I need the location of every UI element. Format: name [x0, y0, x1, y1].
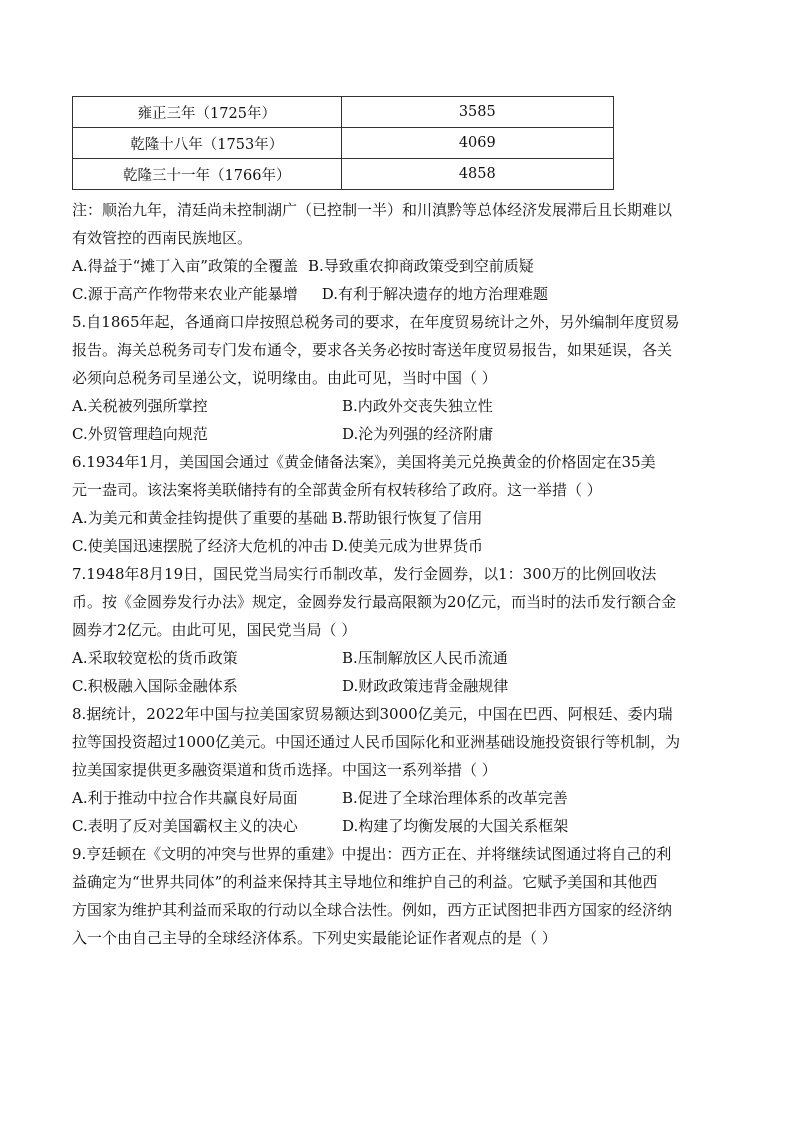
option-b[interactable]: B.内政外交丧失独立性 — [342, 397, 493, 415]
option-row — [72, 532, 722, 560]
option-b[interactable]: B.导致重农抑商政策受到空前质疑 — [307, 257, 534, 275]
stem-line: 8.据统计，2022年中国与拉美国家贸易额达到3000亿美元，中国在巴西、阿根廷、委内瑞 — [72, 705, 673, 723]
table-cell-value: 4858 — [341, 159, 613, 190]
option-a[interactable]: A.采取较宽松的货币政策 — [72, 649, 238, 667]
table-row — [73, 128, 614, 159]
table-cell-era: 乾隆三十一年（1766年） — [73, 159, 342, 190]
stem-line: 6.1934年1月，美国国会通过《黄金储备法案》，美国将美元兑换黄金的价格固定在35美 — [72, 453, 656, 471]
stem-line: 拉美国家提供更多融资渠道和货币选择。中国这一系列举措（ ） — [72, 761, 497, 779]
stem-line: 圆券才2亿元。由此可见，国民党当局（ ） — [72, 621, 357, 639]
stem-line: 元一盎司。该法案将美联储持有的全部黄金所有权转移给了政府。这一举措（ ） — [72, 481, 602, 499]
stem-line: 9.亨廷顿在《文明的冲突与世界的重建》中提出：西方正在、并将继续试图通过将自己的利 — [72, 845, 672, 863]
option-c[interactable]: C.积极融入国际金融体系 — [72, 677, 238, 695]
question-8 — [72, 700, 722, 840]
option-a[interactable]: A.为美元和黄金挂钩提供了重要的基础 — [72, 509, 328, 527]
option-d[interactable]: D.财政政策违背金融规律 — [342, 677, 509, 695]
option-row — [72, 252, 722, 280]
stem-line: 方国家为维护其利益而采取的行动以全球合法性。例如，西方正试图把非西方国家的经济纳 — [72, 901, 673, 919]
table-row — [73, 97, 614, 128]
table-cell-era: 乾隆十八年（1753年） — [73, 128, 342, 159]
stem-line: 7.1948年8月19日，国民党当局实行币制改革，发行金圆券，以1：300万的比例回收法 — [72, 565, 657, 583]
option-row — [72, 784, 722, 812]
option-row — [72, 280, 722, 308]
question-5 — [72, 308, 722, 448]
question-6 — [72, 448, 722, 560]
option-c[interactable]: C.表明了反对美国霸权主义的决心 — [72, 817, 298, 835]
option-row — [72, 672, 722, 700]
option-d[interactable]: D.使美元成为世界货币 — [331, 537, 483, 555]
option-b[interactable]: B.促进了全球治理体系的改革完善 — [342, 789, 568, 807]
question-stem — [72, 840, 722, 952]
stem-line: 币。按《金圆券发行办法》规定，金圆券发行最高限额为20亿元，而当时的法币发行额合金 — [72, 593, 677, 611]
population-table — [72, 96, 614, 190]
option-b[interactable]: B.压制解放区人民币流通 — [342, 649, 508, 667]
stem-line: 必须向总税务司呈递公文，说明缘由。由此可见，当时中国（ ） — [72, 369, 497, 387]
note-line: 注：顺治九年，清廷尚未控制湖广（已控制一半）和川滇黔等总体经济发展滞后且长期难以 — [72, 201, 673, 219]
option-b[interactable]: B.帮助银行恢复了信用 — [331, 509, 483, 527]
stem-line: 报告。海关总税务司专门发布通令，要求各关务必按时寄送年度贸易报告，如果延误，各关 — [72, 341, 673, 359]
stem-line: 益确定为“世界共同体”的利益来保持其主导地位和维护自己的利益。它赋予美国和其他西 — [72, 873, 658, 891]
table-cell-value: 3585 — [341, 97, 613, 128]
note-line: 有效管控的西南民族地区。 — [72, 229, 253, 247]
option-row — [72, 420, 722, 448]
option-a[interactable]: A.利于推动中拉合作共赢良好局面 — [72, 789, 298, 807]
option-c[interactable]: C.使美国迅速摆脱了经济大危机的冲击 — [72, 537, 328, 555]
option-d[interactable]: D.构建了均衡发展的大国关系框架 — [342, 817, 569, 835]
exam-page — [72, 96, 722, 952]
option-d[interactable]: D.有利于解决遗存的地方治理难题 — [321, 285, 548, 303]
stem-line: 5.自1865年起，各通商口岸按照总税务司的要求，在年度贸易统计之外，另外编制年度贸易 — [72, 313, 680, 331]
option-a[interactable]: A.关税被列强所掌控 — [72, 397, 208, 415]
question-stem — [72, 560, 722, 644]
option-a[interactable]: A.得益于“摊丁入亩”政策的全覆盖 — [72, 257, 298, 275]
option-row — [72, 812, 722, 840]
option-d[interactable]: D.沦为列强的经济附庸 — [342, 425, 494, 443]
option-row — [72, 504, 722, 532]
stem-line: 入一个由自己主导的全球经济体系。下列史实最能论证作者观点的是（ ） — [72, 929, 557, 947]
table-cell-era: 雍正三年（1725年） — [73, 97, 342, 128]
stem-line: 拉等国投资超过1000亿美元。中国还通过人民币国际化和亚洲基础设施投资银行等机制，为 — [72, 733, 681, 751]
question-stem — [72, 448, 722, 504]
question-stem — [72, 700, 722, 784]
question-4-options — [72, 252, 722, 308]
question-7 — [72, 560, 722, 700]
question-9 — [72, 840, 722, 952]
option-row — [72, 644, 722, 672]
table-row — [73, 159, 614, 190]
option-row — [72, 392, 722, 420]
question-stem — [72, 308, 722, 392]
option-c[interactable]: C.外贸管理趋向规范 — [72, 425, 208, 443]
option-c[interactable]: C.源于高产作物带来农业产能暴增 — [72, 285, 298, 303]
table-note — [72, 196, 722, 252]
table-cell-value: 4069 — [341, 128, 613, 159]
